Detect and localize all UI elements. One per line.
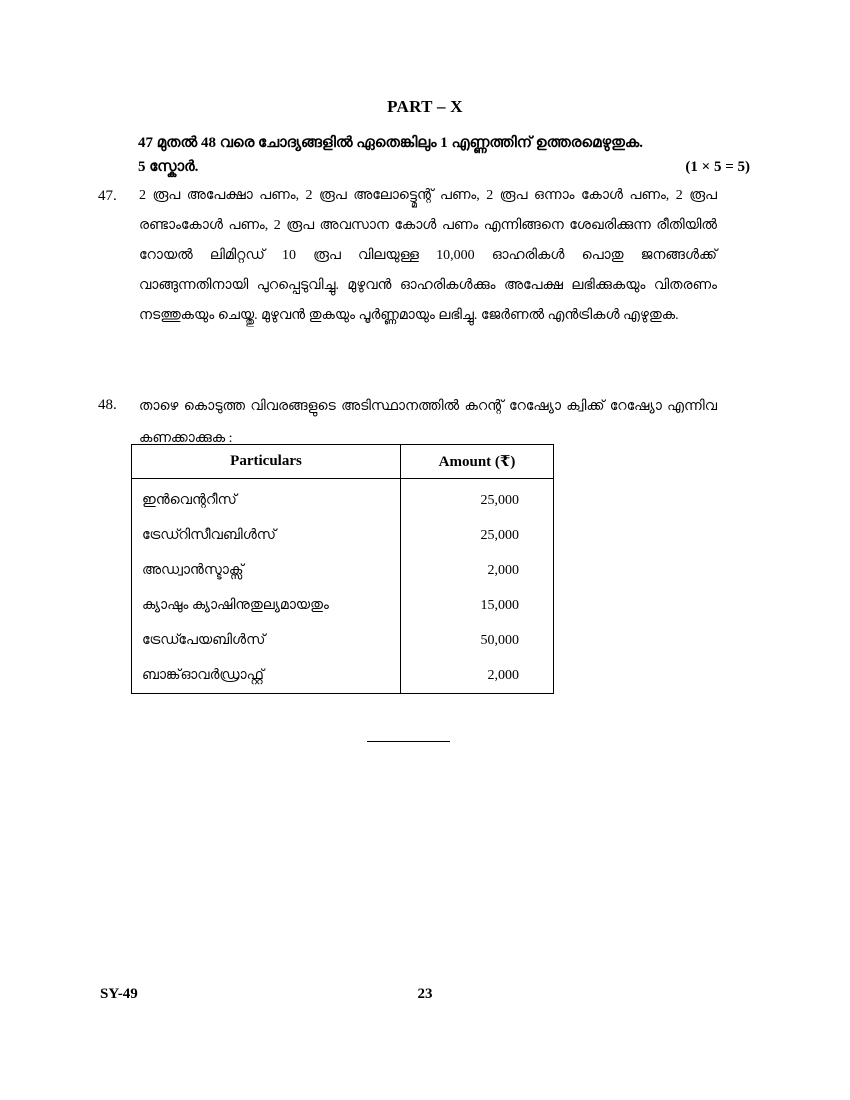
particular-cell: ട്രേഡ്റിസീവബിൾസ് [132, 518, 401, 553]
amount-cell: 50,000 [401, 623, 554, 658]
table-row [132, 623, 554, 658]
table-row [132, 553, 554, 588]
amount-cell: 2,000 [401, 658, 554, 694]
part-title: PART – X [387, 97, 463, 116]
particular-cell: ട്രേഡ്പേയബിൾസ് [132, 623, 401, 658]
table-header-row [132, 445, 554, 479]
score-label: 5 സ്കോർ. [138, 159, 199, 175]
particulars-table [131, 444, 554, 694]
column-header-particulars: Particulars [132, 445, 401, 479]
amount-cell: 25,000 [401, 479, 554, 519]
column-header-amount: Amount (₹) [401, 445, 554, 479]
end-rule-divider [367, 741, 450, 742]
question-text: 2 രൂപ അപേക്ഷാ പണം, 2 രൂപ അലോട്ട്മെന്റ് പണം, 2 രൂപ ഒന്നാം കോൾ പണം, 2 രൂപ രണ്ടാംകോൾ പണം, 2 രൂപ അവസാന കോൾ പണം എന്നിങ്ങനെ ശേഖരിക്കുന്ന രീതിയിൽ റോയൽ ലിമിറ്റഡ് 10 രൂപ വിലയുള്ള 10,000 ഓഹരികൾ പൊതു ജനങ്ങൾക്ക് വാങ്ങുന്നതിനായി പുറപ്പെടുവിച്ചു. മുഴുവൻ ഓഹരികൾക്കും അപേക്ഷ ലഭിക്കുകയും വിതരണം നടത്തുകയും ചെയ്തു. മുഴുവൻ തുകയും പൂർണ്ണമായും ലഭിച്ചു. ജേർണൽ എൻട്രികൾ എഴുതുക. [139, 188, 717, 323]
table-row [132, 588, 554, 623]
score-line [138, 157, 750, 177]
question-number: 48. [98, 397, 117, 413]
table-row [132, 479, 554, 519]
amount-cell: 25,000 [401, 518, 554, 553]
instruction-text: 47 മുതൽ 48 വരെ ചോദ്യങ്ങളിൽ ഏതെങ്കിലും 1 എണ്ണത്തിന് ഉത്തരമെഴുതുക. [138, 135, 643, 151]
page-number: 23 [417, 986, 433, 1002]
particular-cell: അഡ്വാൻസ്ടാക്സ് [132, 553, 401, 588]
paper-code: SY-49 [100, 986, 138, 1002]
particular-cell: ബാങ്ക്ഓവർഡ്രാഫ്റ്റ് [132, 658, 401, 694]
question-number: 47. [98, 188, 117, 204]
instruction-line [138, 130, 750, 157]
table-row [132, 658, 554, 694]
particular-cell: ഇൻവെന്ററീസ് [132, 479, 401, 519]
table-row [132, 518, 554, 553]
amount-cell: 15,000 [401, 588, 554, 623]
marks-label: (1 × 5 = 5) [685, 159, 750, 175]
amount-cell: 2,000 [401, 553, 554, 588]
question-text: താഴെ കൊടുത്ത വിവരങ്ങളുടെ അടിസ്ഥാനത്തിൽ കറന്റ് റേഷ്യോ ക്വിക്ക് റേഷ്യോ എന്നിവ കണക്കാക്കുക : [139, 399, 717, 446]
particular-cell: ക്യാഷും ക്യാഷിനുതുല്യമായതും [132, 588, 401, 623]
